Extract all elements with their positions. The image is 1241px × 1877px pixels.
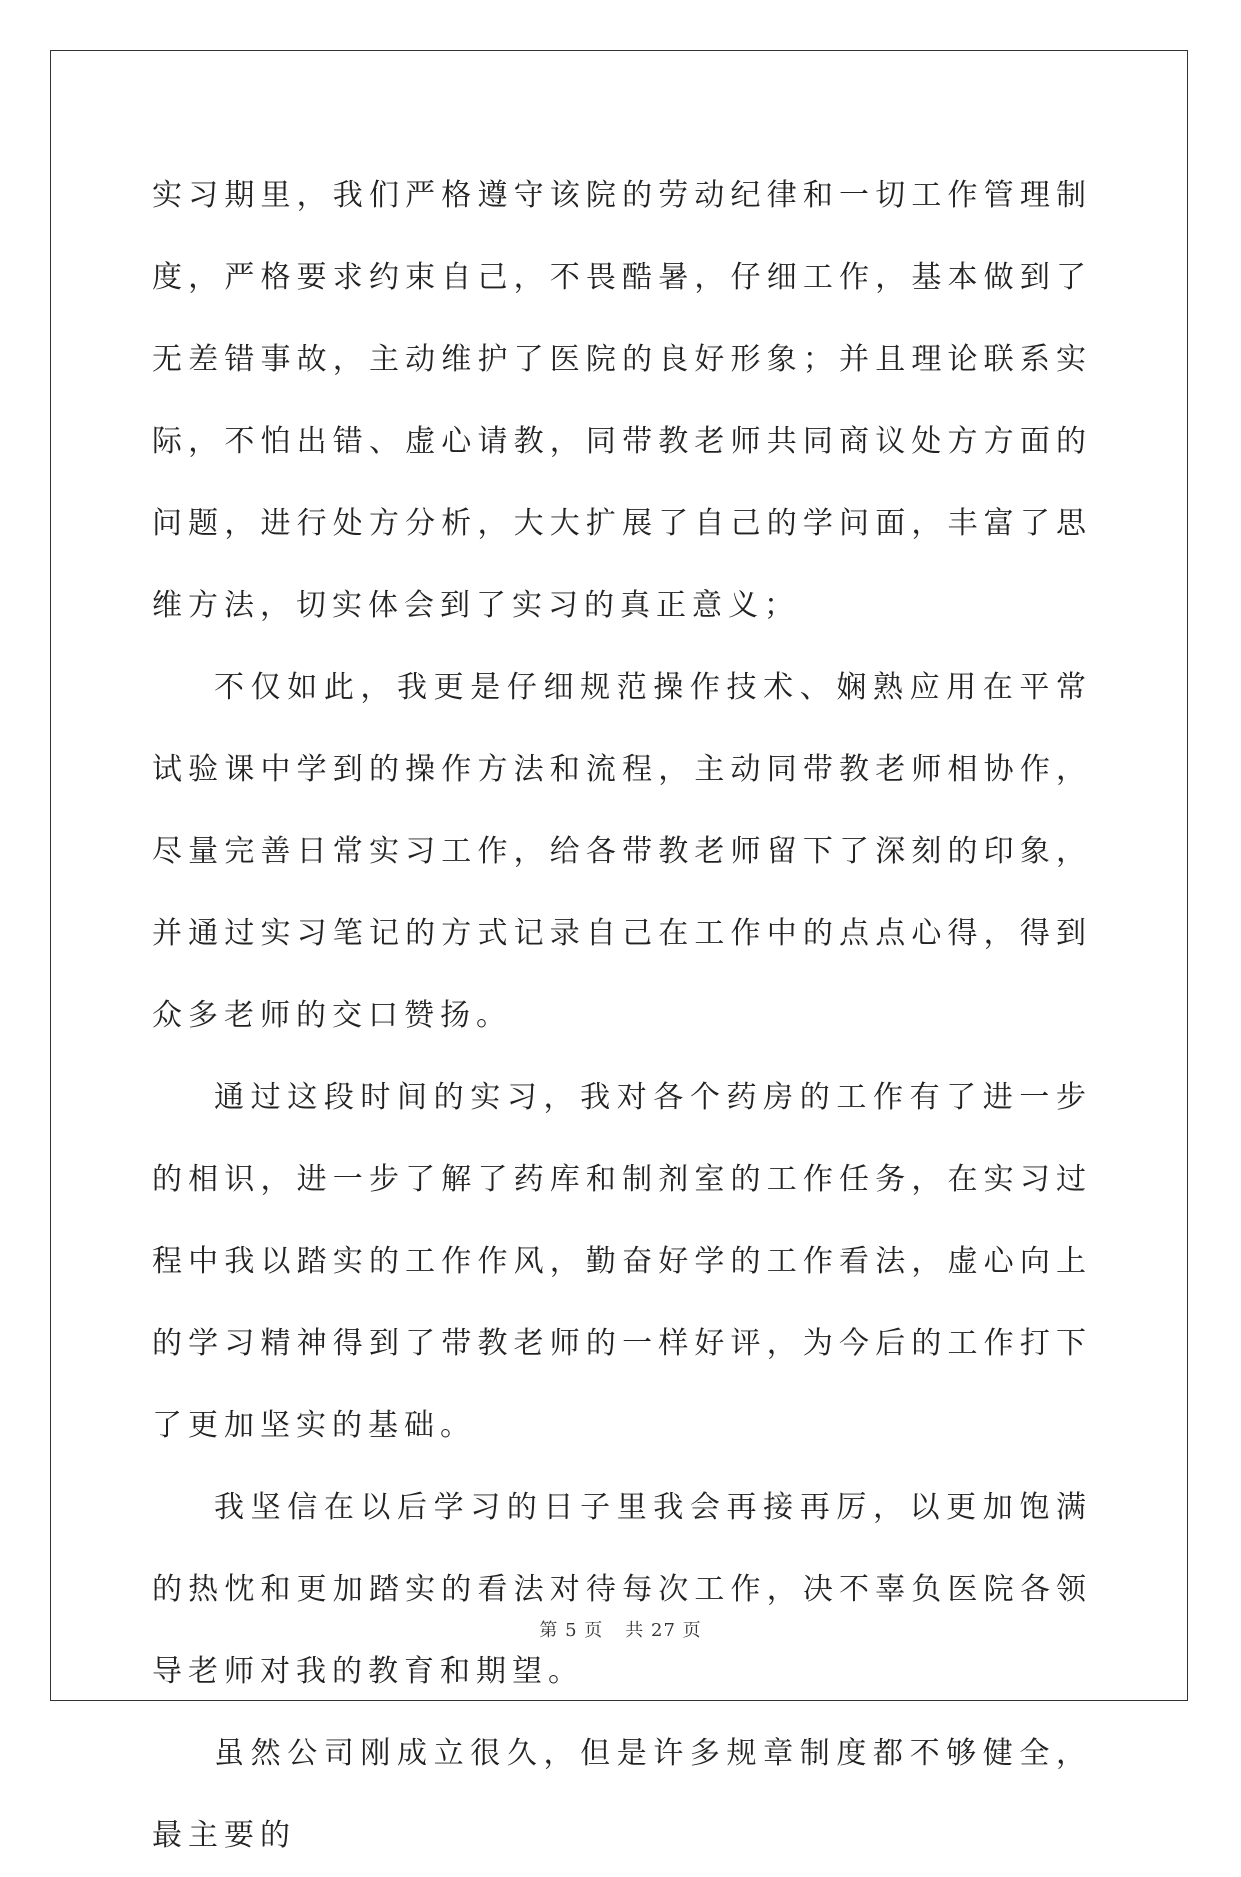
page-number: 第 5 页 [539, 1620, 604, 1641]
paragraph: 不仅如此，我更是仔细规范操作技术、娴熟应用在平常试验课中学到的操作方法和流程，主动同带教老师相协作，尽量完善日常实习工作，给各带教老师留下了深刻的印象，并通过实习笔记的方式记录自己在工作中的点点心得，得到众多老师的交口赞扬。 [152, 670, 1092, 1033]
page-footer [0, 1616, 1241, 1642]
paragraph: 通过这段时间的实习，我对各个药房的工作有了进一步的相识，进一步了解了药库和制剂室的工作任务，在实习过程中我以踏实的工作作风，勤奋好学的工作看法，虚心向上的学习精神得到了带教老师的一样好评，为今后的工作打下了更加坚实的基础。 [152, 1080, 1092, 1443]
page-total: 共 27 页 [625, 1620, 702, 1641]
paragraph: 实习期里，我们严格遵守该院的劳动纪律和一切工作管理制度，严格要求约束自己，不畏酷暑，仔细工作，基本做到了无差错事故，主动维护了医院的良好形象；并且理论联系实际，不怕出错、虚心请教，同带教老师共同商议处方方面的问题，进行处方分析，大大扩展了自己的学问面，丰富了思维方法，切实体会到了实习的真正意义； [152, 178, 1092, 623]
paragraph: 我坚信在以后学习的日子里我会再接再厉，以更加饱满的热忱和更加踏实的看法对待每次工作，决不辜负医院各领导老师对我的教育和期望。 [152, 1490, 1092, 1689]
paragraph: 虽然公司刚成立很久，但是许多规章制度都不够健全，最主要的 [152, 1736, 1092, 1853]
